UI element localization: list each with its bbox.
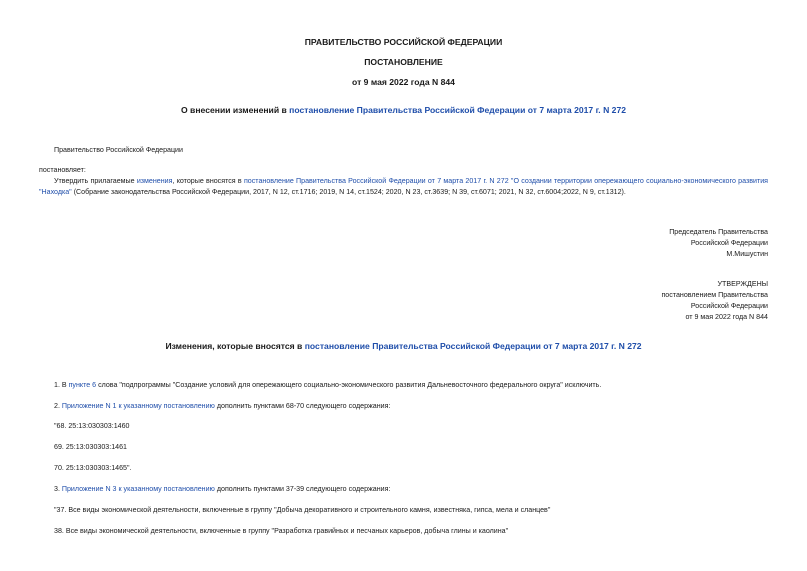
approved-by: постановлением Правительства	[661, 291, 768, 299]
changes-title	[0, 341, 807, 351]
line-70: 70. 25:13:030303:1465".	[54, 464, 132, 472]
approved-label: УТВЕРЖДЕНЫ	[717, 280, 768, 288]
resolution-272-link[interactable]: постановление Правительства Российской Федерации от 7 марта 2017 г. N 272	[243, 177, 509, 185]
paragraph-text: (Собрание законодательства Российской Федерации, 2017, N 12, ст.1716; 2019, N 14, ст.1524; 2020, N 23, ст.3639; N 39, ст.6071; 2021, N 32, ст.6004;2022, N 9, ст.1312).	[71, 188, 626, 196]
document-date-number: от 9 мая 2022 года N 844	[352, 77, 455, 87]
item-2	[54, 402, 390, 410]
line-69: 69. 25:13:030303:1461	[54, 443, 127, 451]
nakhodka-link[interactable]: "О создании территории опережающего социально-экономического развития "Находка"	[39, 177, 768, 196]
paragraph-text: , которые вносятся в	[172, 177, 244, 185]
signature-name: М.Мишустин	[726, 250, 768, 258]
line-37: "37. Все виды экономической деятельности, включенные в группу "Добыча декоративного и строительного камня, известняка, гипса, мела и сланцев"	[54, 506, 551, 514]
line-68: "68. 25:13:030303:1460	[54, 422, 130, 430]
approved-date: от 9 мая 2022 года N 844	[685, 313, 768, 321]
item-text: 3.	[54, 485, 62, 493]
changes-link[interactable]: изменения	[136, 177, 173, 185]
changes-title-link[interactable]: постановление Правительства Российской Федерации от 7 марта 2017 г. N 272	[304, 341, 642, 351]
item-text: слова "подпрограммы "Создание условий для опережающего социально-экономического развития Дальневосточного федерального округа" исключить.	[96, 381, 602, 389]
item-text: дополнить пунктами 68-70 следующего содержания:	[214, 402, 391, 410]
government-heading: ПРАВИТЕЛЬСТВО РОССИЙСКОЙ ФЕДЕРАЦИИ	[304, 37, 503, 47]
document-type-heading: ПОСТАНОВЛЕНИЕ	[364, 57, 443, 67]
signature-position: Председатель Правительства	[669, 228, 768, 236]
item-1	[54, 381, 601, 389]
item-text: 2.	[54, 402, 62, 410]
resolution-paragraph	[39, 176, 768, 198]
changes-title-prefix: Изменения, которые вносятся в	[165, 341, 305, 351]
intro-decrees: постановляет:	[39, 166, 86, 174]
approved-country: Российской Федерации	[690, 302, 768, 310]
item-1-link[interactable]: пункте 6	[68, 381, 97, 389]
document-title	[0, 105, 807, 115]
signature-country: Российской Федерации	[690, 239, 768, 247]
item-text: 1. В	[54, 381, 69, 389]
document-title-link[interactable]: постановление Правительства Российской Федерации от 7 марта 2017 г. N 272	[289, 105, 627, 115]
item-3-link[interactable]: Приложение N 3 к указанному постановлению	[61, 485, 215, 493]
paragraph-text: Утвердить прилагаемые	[54, 177, 137, 185]
item-2-link[interactable]: Приложение N 1 к указанному постановлению	[61, 402, 215, 410]
intro-government: Правительство Российской Федерации	[54, 146, 183, 154]
item-3	[54, 485, 390, 493]
line-38: 38. Все виды экономической деятельности, включенные в группу "Разработка гравийных и песчаных карьеров, добыча глины и каолина"	[54, 527, 509, 535]
document-title-prefix: О внесении изменений в	[180, 105, 290, 115]
item-text: дополнить пунктами 37-39 следующего содержания:	[214, 485, 391, 493]
